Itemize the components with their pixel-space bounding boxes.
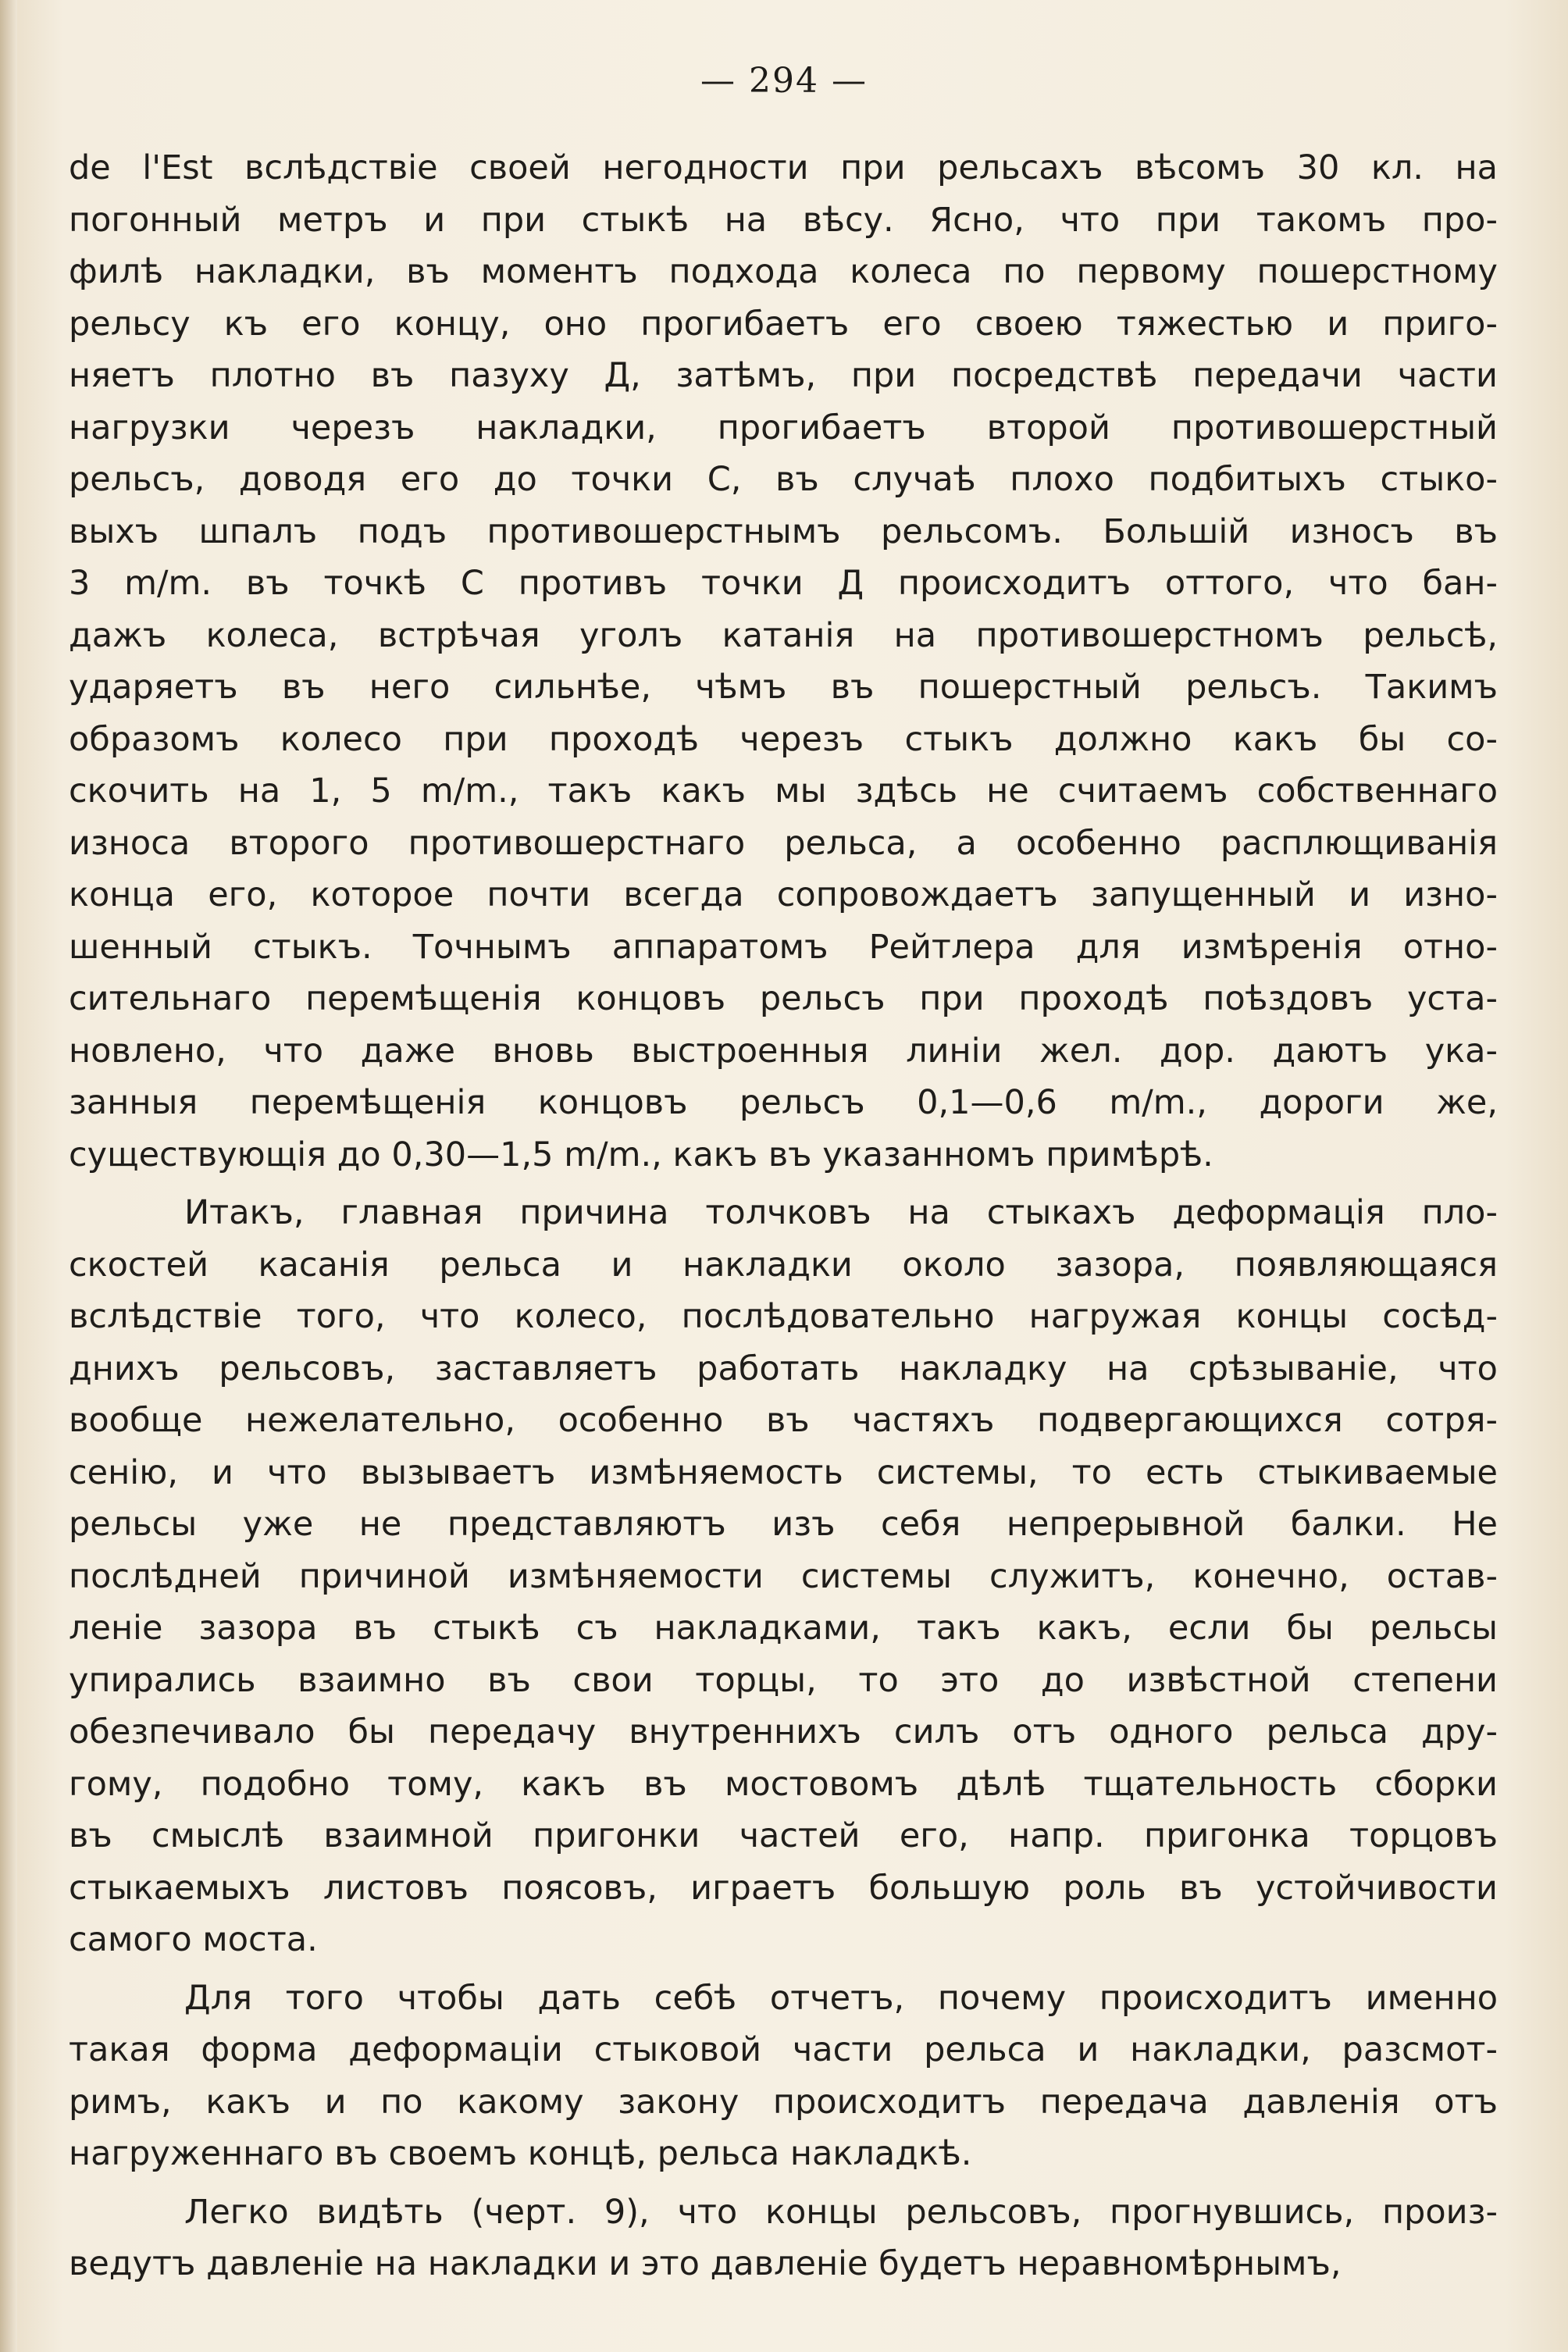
text-line: Для того чтобы дать себѣ отчетъ, почему происходитъ именно	[184, 1978, 1498, 2018]
text-line: послѣдней причиной измѣняемости системы служитъ, конечно, остав-	[69, 1556, 1498, 1596]
paragraph-gap	[69, 2180, 1498, 2186]
text-line: упирались взаимно въ свои торцы, то это до извѣстной степени	[69, 1660, 1498, 1700]
text-line: няетъ плотно въ пазуху Д, затѣмъ, при посредствѣ передачи части	[69, 356, 1498, 395]
text-line: рельсы уже не представляютъ изъ себя непрерывной балки. Не	[69, 1505, 1498, 1544]
page-binding-shadow	[0, 0, 17, 2352]
text-line: рельсъ, доводя его до точки С, въ случаѣ плохо подбитыхъ стыко-	[69, 460, 1498, 499]
text-line: гому, подобно тому, какъ въ мостовомъ дѣлѣ тщательность сборки	[69, 1764, 1498, 1804]
text-line: занныя перемѣщенія концовъ рельсъ 0,1—0,6 m/m., дороги же,	[69, 1083, 1498, 1122]
paragraph	[69, 1972, 1498, 2180]
text-line: сенію, и что вызываетъ измѣняемость системы, то есть стыкиваемые	[69, 1452, 1498, 1492]
text-line: выхъ шпалъ подъ противошерстнымъ рельсомъ. Большій износъ въ	[69, 511, 1498, 551]
text-line: вслѣдствіе того, что колесо, послѣдовательно нагружая концы сосѣд-	[69, 1297, 1498, 1336]
paragraph	[69, 1187, 1498, 1966]
text-line: шенный стыкъ. Точнымъ аппаратомъ Рейтлера для измѣренія отно-	[69, 927, 1498, 967]
text-line: существующія до 0,30—1,5 m/m., какъ въ указанномъ примѣрѣ.	[69, 1135, 1213, 1174]
text-line: Итакъ, главная причина толчковъ на стыкахъ деформація пло-	[184, 1193, 1498, 1232]
text-line: износа второго противошерстнаго рельса, а особенно расплющиванія	[69, 823, 1498, 863]
text-line: конца его, которое почти всегда сопровождаетъ запущенный и изно-	[69, 875, 1498, 914]
text-line: погонный метръ и при стыкѣ на вѣсу. Ясно, что при такомъ про-	[69, 200, 1498, 240]
text-line: скочить на 1, 5 m/m., такъ какъ мы здѣсь не считаемъ собственнаго	[69, 772, 1498, 811]
text-line: обезпечивало бы передачу внутреннихъ силъ отъ одного рельса дру-	[69, 1712, 1498, 1752]
text-line: дажъ колеса, встрѣчая уголъ катанія на противошерстномъ рельсѣ,	[69, 615, 1498, 655]
text-line: римъ, какъ и по какому закону происходитъ передача давленія отъ	[69, 2082, 1498, 2122]
text-line: сительнаго перемѣщенія концовъ рельсъ при проходѣ поѣздовъ уста-	[69, 979, 1498, 1018]
text-line: въ смыслѣ взаимной пригонки частей его, напр. пригонка торцовъ	[69, 1816, 1498, 1855]
text-line: скостей касанія рельса и накладки около зазора, появляющаяся	[69, 1245, 1498, 1285]
paragraph-gap	[69, 1966, 1498, 1972]
text-line: филѣ накладки, въ моментъ подхода колеса по первому пошерстному	[69, 252, 1498, 291]
text-line: de l'Est вслѣдствіе своей негодности при рельсахъ вѣсомъ 30 кл. на	[69, 148, 1498, 187]
text-line: ведутъ давленіе на накладки и это давленіе будетъ неравномѣрнымъ,	[69, 2244, 1342, 2283]
text-line: нагрузки черезъ накладки, прогибаетъ второй противошерстный	[69, 408, 1498, 447]
paragraph	[69, 2186, 1498, 2290]
text-line: ударяетъ въ него сильнѣе, чѣмъ въ пошерстный рельсъ. Такимъ	[69, 668, 1498, 707]
text-line: леніе зазора въ стыкѣ съ накладками, такъ какъ, если бы рельсы	[69, 1609, 1498, 1648]
text-line: вообще нежелательно, особенно въ частяхъ подвергающихся сотря-	[69, 1401, 1498, 1440]
text-line: новлено, что даже вновь выстроенныя линіи жел. дор. даютъ ука-	[69, 1031, 1498, 1071]
body-text	[69, 142, 1498, 2290]
text-line: стыкаемыхъ листовъ поясовъ, играетъ большую роль въ устойчивости	[69, 1868, 1498, 1908]
text-line: самого моста.	[69, 1920, 318, 1959]
page-number: — 294 —	[700, 61, 868, 101]
text-line: 3 m/m. въ точкѣ С противъ точки Д происходитъ оттого, что бан-	[69, 564, 1498, 603]
paragraph	[69, 142, 1498, 1181]
text-line: днихъ рельсовъ, заставляетъ работать накладку на срѣзываніе, что	[69, 1349, 1498, 1388]
paragraph-gap	[69, 1181, 1498, 1187]
text-line: Легко видѣть (черт. 9), что концы рельсовъ, прогнувшись, произ-	[184, 2192, 1498, 2232]
text-line: образомъ колесо при проходѣ черезъ стыкъ должно какъ бы со-	[69, 719, 1498, 759]
text-line: нагруженнаго въ своемъ концѣ, рельса накладкѣ.	[69, 2134, 972, 2173]
text-line: рельсу къ его концу, оно прогибаетъ его своею тяжестью и приго-	[69, 304, 1498, 344]
text-line: такая форма деформаціи стыковой части рельса и накладки, разсмот-	[69, 2030, 1498, 2069]
